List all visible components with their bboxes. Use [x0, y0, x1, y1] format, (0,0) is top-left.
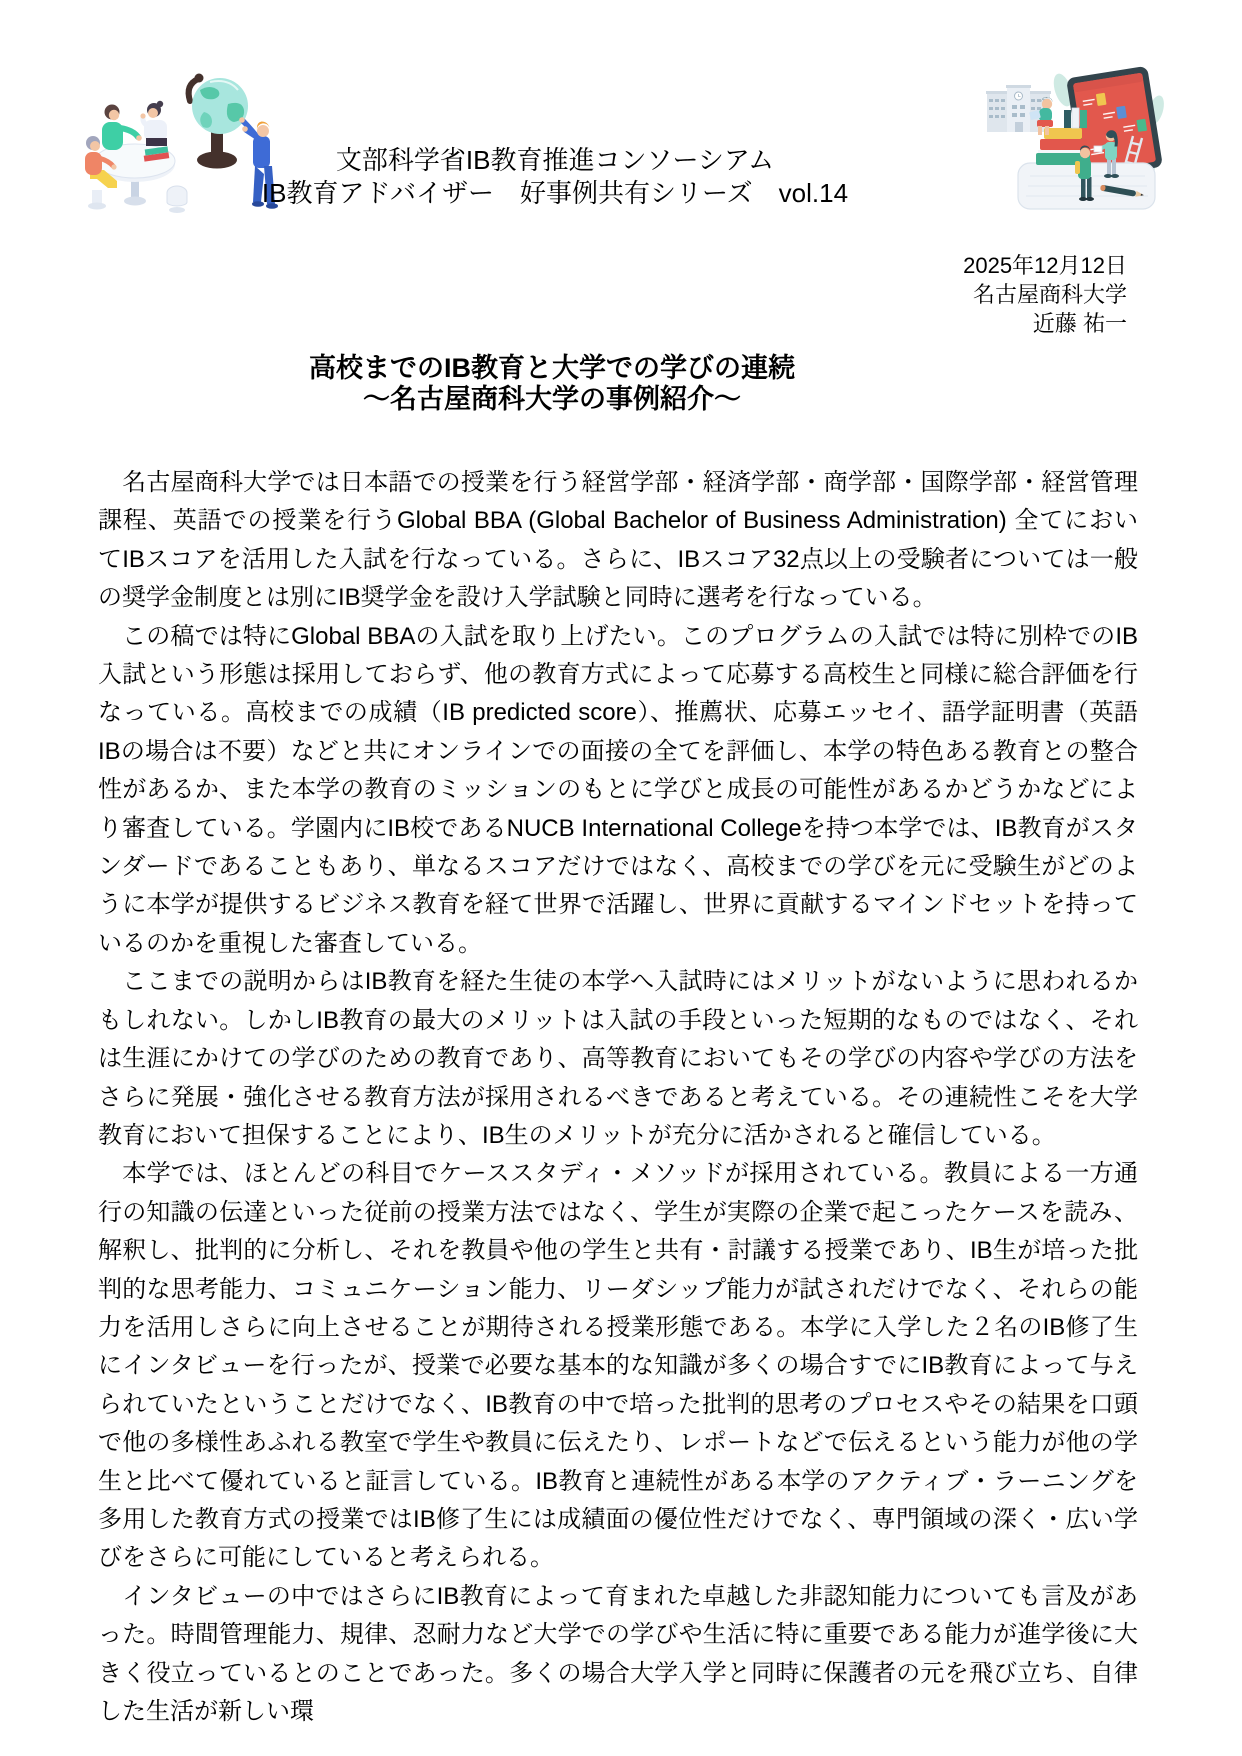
paragraph-4: 本学では、ほとんどの科目でケーススタディ・メソッドが採用されている。教員による一方通行の知識の伝達といった従前の授業方法ではなく、学生が実際の企業で起こったケースを読み、解釈し、批判的に分析し、それを教員や他の学生と共有・討議する授業であり、IB生が培った批判的な思考能力、コミュニケーション能力、リーダシップ能力が試されだけでなく、それらの能力を活用しさらに向上させることが期待される授業形態である。本学に入学した２名のIB修了生にインタビューを行ったが、授業で必要な基本的な知識が多くの場合すでにIB教育によって与えられていたということだけでなく、IB教育の中で培った批判的思考のプロセスやその結果を口頭で他の多様性あふれる教室で学生や教員に伝えたり、レポートなどで伝えるという能力が他の学生と比べて優れていると証言している。IB教育と連続性がある本学のアクティブ・ラーニングを多用した教育方式の授業ではIB修了生には成績面の優位性だけでなく、専門領域の深く・広い学びをさらに可能にしていると考えられる。: [98, 1160, 1138, 1572]
paragraph-3: ここまでの説明からはIB教育を経た生徒の本学へ入試時にはメリットがないように思われるかもしれない。しかしIB教育の最大のメリットは入試の手段といった短期的なものではなく、それは生涯にかけての学びのための教育であり、高等教育においてもその学びの内容や学びの方法をさらに発展・強化させる教育方法が採用されるべきであると考えている。その連続性こそを大学教育において担保することにより、IB生のメリットが充分に活かされると確信している。: [98, 968, 1138, 1149]
paragraph-2: この稿では特にGlobal BBAの入試を取り上げたい。このプログラムの入試では特に別枠でのIB入試という形態は採用しておらず、他の教育方式によって応募する高校生と同様に総合評価を行なっている。高校までの成績（IB predicted score）、推薦状、応募エッセイ、語学証明書（英語IBの場合は不要）などと共にオンラインでの面接の全てを評価し、本学の特色ある教育との整合性があるか、また本学の教育のミッションのもとに学びと成長の可能性があるかどうかなどにより審査している。学園内にIB校であるNUCB International Collegeを持つ本学では、IB教育がスタンダードであることもあり、単なるスコアだけではなく、高校までの学びを元に受験生がどのように本学が提供するビジネス教育を経て世界で活躍し、世界に貢献するマインドセットを持っているのかを重視した審査している。: [98, 622, 1138, 957]
document-title: [0, 353, 1104, 415]
meta-author: 近藤 祐一: [1032, 311, 1127, 336]
header-series-line: IB教育アドバイザー 好事例共有シリーズ vol.14: [261, 178, 849, 208]
meta-date: 2025年12月12日: [963, 253, 1127, 278]
online-learning-illustration: [850, 60, 1200, 220]
document-meta: [963, 251, 1127, 338]
title-line-1: 高校までのIB教育と大学での学びの連続: [309, 353, 795, 383]
paragraph-5: インタビューの中ではさらにIB教育によって育まれた卓越した非認知能力についても言及があった。時間管理能力、規律、忍耐力など大学での学びや生活に特に重要である能力が進学後に大きく役立っているとのことであった。多くの場合大学入学と同時に保護者の元を飛び立ち、自律した生活が新しい環: [98, 1582, 1138, 1725]
paragraph-1: 名古屋商科大学では日本語での授業を行う経営学部・経済学部・商学部・国際学部・経営管理課程、英語での授業を行うGlobal BBA (Global Bachelor of Business Administration) 全てにおいてIBスコアを活用した入試を行なっている。さらに、IBスコア32点以上の受験者については一般の奨学金制度とは別にIB奨学金を設け入学試験と同時に選考を行なっている。: [98, 469, 1138, 612]
document-body: [98, 464, 1138, 1731]
title-line-2: ～名古屋商科大学の事例紹介～: [363, 384, 741, 414]
header-org-line: 文部科学省IB教育推進コンソーシアム: [335, 145, 775, 175]
meta-university: 名古屋商科大学: [972, 282, 1127, 307]
person-white-top: [140, 101, 167, 146]
